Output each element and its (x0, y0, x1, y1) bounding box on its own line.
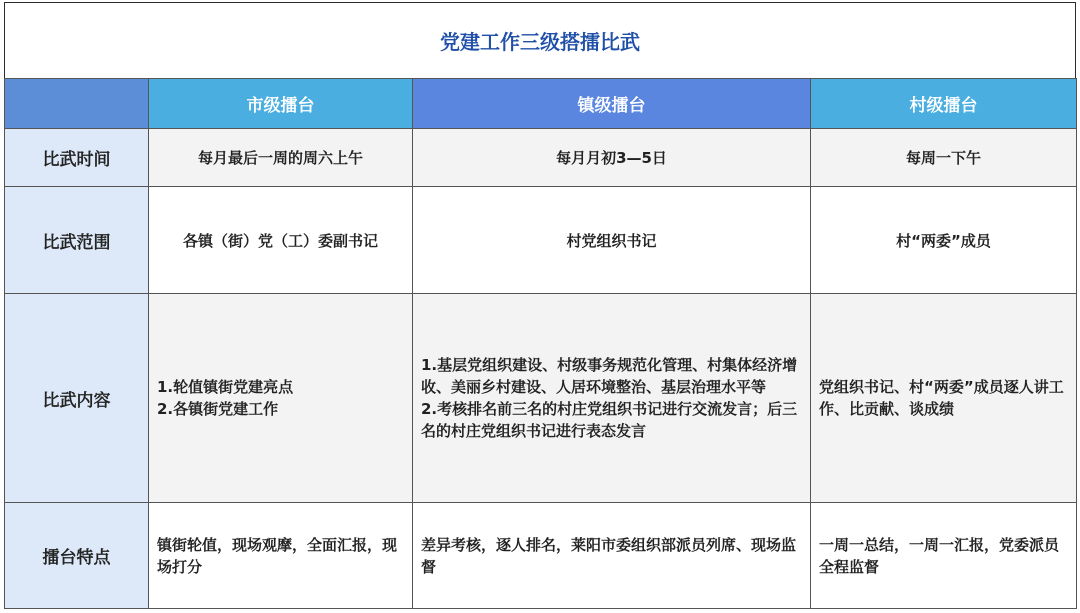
header-corner (5, 79, 149, 129)
table-cell: 一周一总结，一周一汇报，党委派员全程监督 (811, 503, 1077, 609)
row-label: 比武时间 (5, 129, 149, 187)
table-cell: 1.基层党组织建设、村级事务规范化管理、村集体经济增收、美丽乡村建设、人居环境整治、基层治理水平等 2.考核排名前三名的村庄党组织书记进行交流发言；后三名的村庄党组织书记进行表态发言 (413, 294, 811, 503)
table-row (5, 187, 1077, 294)
table-cell: 每月最后一周的周六上午 (149, 129, 413, 187)
header-village: 村级擂台 (811, 79, 1077, 129)
table-cell: 村党组织书记 (413, 187, 811, 294)
table-row (5, 503, 1077, 609)
table-row (5, 294, 1077, 503)
table-cell: 差异考核，逐人排名，莱阳市委组织部派员列席、现场监督 (413, 503, 811, 609)
header-city: 市级擂台 (149, 79, 413, 129)
table-title: 党建工作三级搭擂比武 (4, 2, 1076, 78)
table-cell: 每周一下午 (811, 129, 1077, 187)
table-cell: 村“两委”成员 (811, 187, 1077, 294)
row-label: 擂台特点 (5, 503, 149, 609)
header-town: 镇级擂台 (413, 79, 811, 129)
row-label: 比武范围 (5, 187, 149, 294)
table-row (5, 129, 1077, 187)
table-cell: 各镇（街）党（工）委副书记 (149, 187, 413, 294)
header-row (5, 79, 1077, 129)
row-label: 比武内容 (5, 294, 149, 503)
competition-table (4, 78, 1077, 609)
table-cell: 党组织书记、村“两委”成员逐人讲工作、比贡献、谈成绩 (811, 294, 1077, 503)
table-cell: 镇街轮值，现场观摩，全面汇报，现场打分 (149, 503, 413, 609)
table-cell: 每月月初3—5日 (413, 129, 811, 187)
table-cell: 1.轮值镇街党建亮点 2.各镇街党建工作 (149, 294, 413, 503)
